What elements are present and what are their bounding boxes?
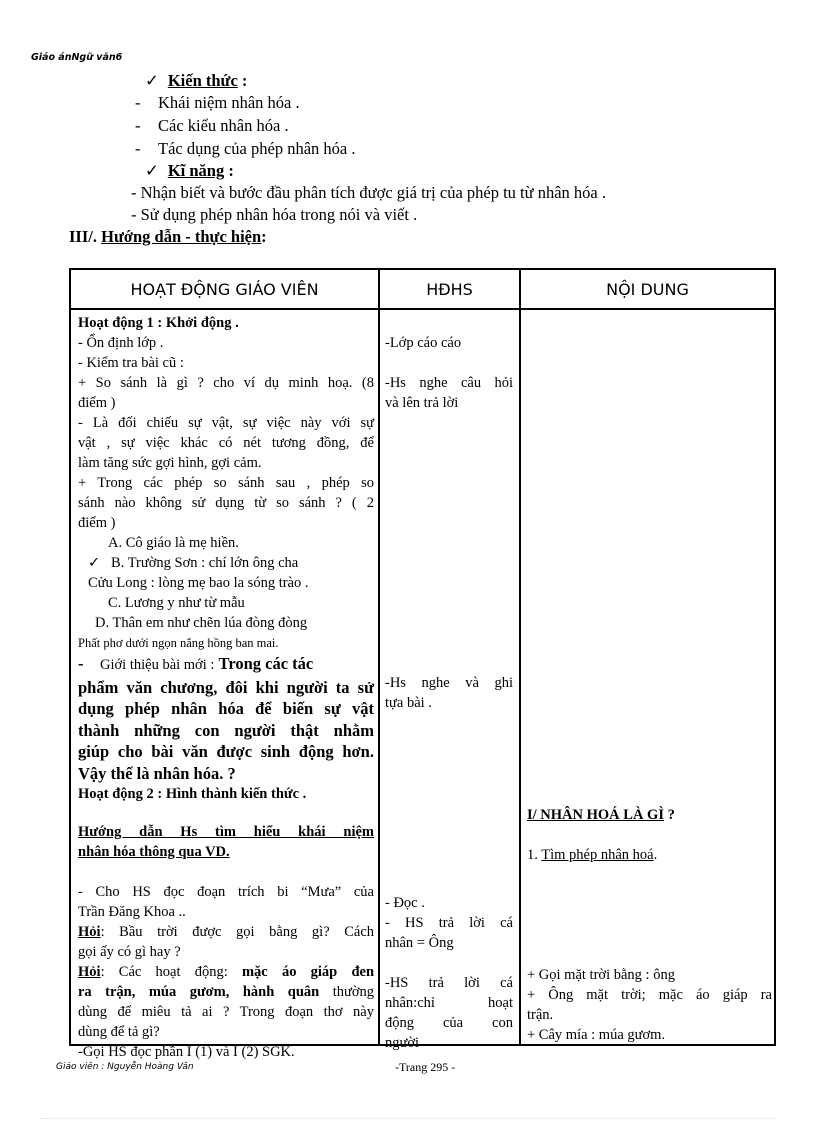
- kien-thuc-heading: ✓ Kiến thức :: [145, 71, 248, 90]
- teacher-name: Giáo viên : Nguyễn Hoàng Vân: [56, 1062, 194, 1072]
- lesson-table: [69, 268, 776, 1060]
- header-hdhs: HĐHS: [426, 280, 473, 299]
- kien-thuc-item: - Khái niệm nhân hóa .: [135, 93, 300, 112]
- content-cell: I/ NHÂN HOÁ LÀ GÌ ? 1. Tìm phép nhân hoá. + Gọi mặt trời bằng : ông + Ông mặt trời; mặc áo giáp ra trận. + Cây mía : múa gươm.: [527, 807, 772, 1043]
- ki-nang-item: - Nhận biết và bước đầu phân tích được giá trị của phép tu từ nhân hóa .: [131, 183, 606, 202]
- document-header: Giáo ánNgữ văn6: [31, 52, 123, 63]
- page-number: -Trang 295 -: [395, 1060, 456, 1074]
- header-giao-vien: HOẠT ĐỘNG GIÁO VIÊN: [130, 280, 319, 299]
- teacher-activities-cell: Hoạt động 1 : Khởi động . - Ổn định lớp . - Kiểm tra bài cũ : + So sánh là gì ? cho ví dụ minh hoạ. (8 điểm ) - Là đối chiếu sự vật, sự việc này với sự vật , sự việc khác có nét tương đồng, để làm tăng sức gợi hình, gợi cảm. + Trong các phép so sánh sau , phép so sánh nào không sử dụng từ so sánh ? ( 2 điểm ) A. Cô giáo là mẹ hiền. ✓ B. Trường Sơn : chí lớn ông cha Cửu Long : lòng mẹ bao la sóng trào . C. Lương y như từ mẫu D. Thân em như chẽn lúa đòng đòng Phất phơ dưới ngọn nắng hồng ban mai. - Giới thiệu bài mới : Trong các tác phẩm văn chương, đôi khi người ta sử dụng phép nhân hóa để biến sự vật thành những con người thật nhằm giúp cho bài văn được sinh động hơn. Vậy thế là nhân hóa. ? Hoạt động 2 : Hình thành kiến thức . Hướng dẫn Hs tìm hiểu khái niệm nhân hóa thông qua VD. - Cho HS đọc đoạn trích bi “Mưa” của Trần Đăng Khoa .. Hỏi: Bầu trời được gọi bằng gì? Cách gọi ấy có gì hay ? Hỏi: Các hoạt động: mặc áo giáp đen ra trận, múa gươm, hành quân thường dùng để miêu tả ai ? Trong đoạn thơ này dùng để tả gì? -Gọi HS đọc phần I (1) và I (2) SGK.: [78, 315, 375, 1060]
- student-activities-cell: -Lớp cáo cáo -Hs nghe câu hỏi và lên trả lời -Hs nghe và ghi tựa bài . - Đọc . - HS trả lời cá nhân = Ông -HS trả lời cá nhân:chỉ hoạt động của con người: [385, 335, 513, 1051]
- checkmark-icon: ✓: [145, 71, 159, 90]
- kien-thuc-item: - Các kiểu nhân hóa .: [135, 116, 289, 135]
- ki-nang-heading: ✓ Kĩ năng :: [145, 161, 234, 180]
- header-noi-dung: NỘI DUNG: [606, 280, 689, 299]
- checkmark-icon: ✓: [88, 555, 101, 571]
- section-3-heading: III/. Hướng dẫn - thực hiện:: [69, 227, 267, 246]
- kien-thuc-item: - Tác dụng của phép nhân hóa .: [135, 139, 356, 158]
- checkmark-icon: ✓: [145, 161, 159, 180]
- ki-nang-item: - Sử dụng phép nhân hóa trong nói và viết .: [131, 205, 418, 224]
